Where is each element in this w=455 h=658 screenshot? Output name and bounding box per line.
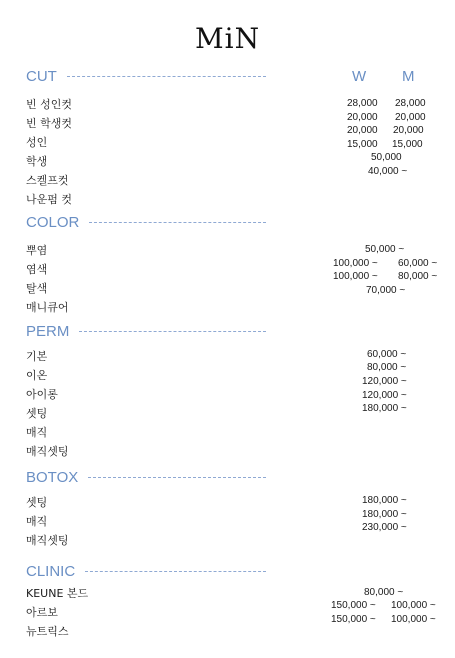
- menu-item: 학생: [26, 155, 48, 168]
- price: 50,000 ~: [365, 244, 405, 255]
- price: 80,000 ~: [367, 362, 407, 373]
- price-m: 60,000 ~: [398, 258, 438, 269]
- menu-item: 뉴트릭스: [26, 625, 69, 638]
- menu-item: 매직: [26, 426, 48, 439]
- page-title: MiN: [194, 22, 261, 55]
- column-header-m: M: [402, 68, 415, 85]
- menu-item: 이온: [26, 369, 48, 382]
- section-label: BOTOX: [26, 469, 79, 486]
- section-label: CUT: [26, 68, 57, 85]
- price: 120,000 ~: [362, 376, 407, 387]
- menu-item: 빈 학생컷: [26, 117, 73, 130]
- menu-item: 탈색: [26, 282, 48, 295]
- menu-item: 셋팅: [26, 496, 48, 509]
- menu-item: 스켈프컷: [26, 174, 69, 187]
- price: 50,000: [371, 152, 402, 163]
- price: 40,000 ~: [368, 166, 408, 177]
- section-divider: [67, 76, 266, 77]
- menu-item: 염색: [26, 263, 48, 276]
- menu-item: 나운펌 컷: [26, 193, 73, 206]
- price: 180,000 ~: [362, 403, 407, 414]
- price: 80,000 ~: [364, 587, 404, 598]
- menu-item: 기본: [26, 350, 48, 363]
- menu-item: 매직셋팅: [26, 534, 69, 547]
- price-w: 20,000: [347, 125, 378, 136]
- price-m: 80,000 ~: [398, 271, 438, 282]
- section-label: PERM: [26, 323, 70, 340]
- menu-item: KEUNE 본드: [26, 587, 89, 600]
- section-heading-perm: [26, 323, 266, 340]
- price-m: 20,000: [395, 112, 426, 123]
- section-divider: [79, 331, 266, 332]
- price-w: 150,000 ~: [331, 600, 376, 611]
- section-label: CLINIC: [26, 563, 76, 580]
- price: 180,000 ~: [362, 495, 407, 506]
- menu-item: 셋팅: [26, 407, 48, 420]
- price-m: 100,000 ~: [391, 614, 436, 625]
- price: 230,000 ~: [362, 522, 407, 533]
- price-m: 28,000: [395, 98, 426, 109]
- menu-item: 아르보: [26, 606, 58, 619]
- section-heading-botox: [26, 469, 266, 486]
- section-divider: [88, 477, 266, 478]
- section-label: COLOR: [26, 214, 80, 231]
- price-w: 100,000 ~: [333, 258, 378, 269]
- price-w: 100,000 ~: [333, 271, 378, 282]
- menu-item: 매직: [26, 515, 48, 528]
- section-heading-clinic: [26, 563, 266, 580]
- menu-item: 매니큐어: [26, 301, 69, 314]
- price-w: 15,000: [347, 139, 378, 150]
- price: 70,000 ~: [366, 285, 406, 296]
- menu-item: 뿌염: [26, 244, 48, 257]
- price-w: 28,000: [347, 98, 378, 109]
- menu-item: 매직셋팅: [26, 445, 69, 458]
- section-divider: [89, 222, 266, 223]
- price: 120,000 ~: [362, 390, 407, 401]
- price-m: 100,000 ~: [391, 600, 436, 611]
- menu-item: 아이롱: [26, 388, 58, 401]
- price-w: 20,000: [347, 112, 378, 123]
- section-divider: [85, 571, 266, 572]
- menu-item: 빈 성인컷: [26, 98, 73, 111]
- section-heading-color: [26, 214, 266, 231]
- section-heading-cut: [26, 68, 266, 85]
- price-w: 150,000 ~: [331, 614, 376, 625]
- menu-item: 성인: [26, 136, 48, 149]
- price-m: 20,000: [393, 125, 424, 136]
- price: 180,000 ~: [362, 509, 407, 520]
- column-header-w: W: [352, 68, 367, 85]
- price: 60,000 ~: [367, 349, 407, 360]
- price-m: 15,000: [392, 139, 423, 150]
